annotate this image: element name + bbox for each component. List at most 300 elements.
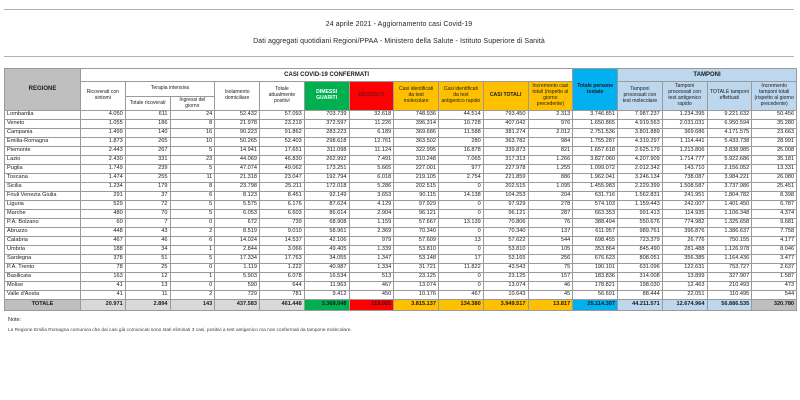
value-cell: 11.822 — [439, 264, 484, 273]
document-title-box — [4, 9, 794, 57]
value-cell: 96.121 — [394, 210, 439, 219]
value-cell: 23.125 — [394, 273, 439, 282]
value-cell: 140 — [125, 129, 170, 138]
value-cell: 388.494 — [573, 219, 618, 228]
value-cell: 886 — [528, 174, 573, 183]
value-cell: 0 — [439, 273, 484, 282]
value-cell: 1.334 — [349, 264, 394, 273]
value-cell: 13.899 — [662, 273, 707, 282]
value-cell: 13.817 — [528, 300, 573, 311]
value-cell: 76 — [528, 219, 573, 228]
value-cell: 23.798 — [215, 183, 260, 192]
value-cell: 72 — [125, 201, 170, 210]
value-cell: 183.836 — [573, 273, 618, 282]
value-cell: 23.663 — [752, 129, 797, 138]
value-cell: 0 — [170, 282, 215, 291]
value-cell: 25.211 — [260, 183, 305, 192]
header-band-casi-confermati: CASI COVID-19 CONFERMATI — [81, 69, 573, 82]
table-row — [5, 282, 797, 291]
value-cell: 739 — [260, 219, 305, 228]
value-cell: 448 — [81, 228, 126, 237]
value-cell: 369.686 — [662, 129, 707, 138]
value-cell: 57.667 — [394, 219, 439, 228]
value-cell: 513 — [349, 273, 394, 282]
value-cell: 1.095 — [528, 183, 573, 192]
value-cell: 314.008 — [618, 273, 663, 282]
value-cell: 467 — [439, 291, 484, 300]
value-cell: 3.815.137 — [394, 300, 439, 311]
value-cell: 5.922.686 — [707, 156, 752, 165]
value-cell: 984 — [528, 138, 573, 147]
value-cell: 372.597 — [304, 120, 349, 129]
value-cell: 4.374 — [752, 210, 797, 219]
value-cell: 13.331 — [752, 165, 797, 174]
value-cell: 3.066 — [260, 246, 305, 255]
value-cell: 2 — [170, 228, 215, 237]
value-cell: 179 — [125, 183, 170, 192]
region-name: Liguria — [5, 201, 81, 210]
value-cell: 13.074 — [483, 282, 528, 291]
value-cell: 53.165 — [483, 255, 528, 264]
value-cell: 192.794 — [304, 174, 349, 183]
value-cell: 322.995 — [394, 147, 439, 156]
header-band-tamponi: TAMPONI — [618, 69, 797, 82]
value-cell: 35.181 — [752, 156, 797, 165]
value-cell: 50.456 — [752, 111, 797, 120]
table-row — [5, 120, 797, 129]
value-cell: 58.961 — [304, 228, 349, 237]
value-cell: 12.761 — [349, 138, 394, 147]
value-cell: 2.844 — [215, 246, 260, 255]
value-cell: 676.623 — [573, 255, 618, 264]
value-cell: 1.234 — [81, 183, 126, 192]
value-cell: 57.093 — [260, 111, 305, 120]
region-name: Molise — [5, 282, 81, 291]
value-cell: 278 — [528, 201, 573, 210]
table-row — [5, 156, 797, 165]
value-cell: 219.105 — [394, 174, 439, 183]
value-cell: 221.859 — [483, 174, 528, 183]
value-cell: 16.878 — [439, 147, 484, 156]
value-cell: 2.894 — [125, 300, 170, 311]
value-cell: 44.514 — [439, 111, 484, 120]
value-cell: 87.624 — [304, 201, 349, 210]
table-header — [5, 69, 797, 111]
value-cell: 8.398 — [752, 192, 797, 201]
value-cell: 52.432 — [215, 111, 260, 120]
value-cell: 265 — [125, 138, 170, 147]
value-cell: 25.451 — [752, 183, 797, 192]
value-cell: 5.665 — [349, 165, 394, 174]
value-cell: 738.087 — [662, 174, 707, 183]
value-cell: 363.502 — [394, 138, 439, 147]
value-cell: 467 — [81, 237, 126, 246]
value-cell: 45 — [528, 291, 573, 300]
value-cell: 6.053 — [215, 210, 260, 219]
header-attualmente-positivi: Totale attualmente positivi — [260, 82, 305, 111]
value-cell: 979 — [349, 237, 394, 246]
value-cell: 0 — [439, 201, 484, 210]
value-cell: 68.908 — [304, 219, 349, 228]
value-cell: 25 — [125, 264, 170, 273]
value-cell: 631.716 — [573, 192, 618, 201]
header-isolamento: Isolamento domiciliare — [215, 82, 260, 111]
value-cell: 96.121 — [483, 210, 528, 219]
region-name: Umbria — [5, 246, 81, 255]
value-cell: 280 — [439, 138, 484, 147]
value-cell: 143 — [170, 300, 215, 311]
value-cell: 2.443 — [81, 147, 126, 156]
value-cell: 781 — [260, 291, 305, 300]
value-cell: 1.119 — [215, 264, 260, 273]
value-cell: 204 — [528, 192, 573, 201]
value-cell: 70.806 — [483, 219, 528, 228]
value-cell: 105 — [528, 246, 573, 255]
header-regione: REGIONE — [5, 69, 81, 111]
value-cell: 1.508.587 — [662, 183, 707, 192]
value-cell: 461.448 — [260, 300, 305, 311]
value-cell: 267 — [125, 147, 170, 156]
value-cell: 1.126.978 — [707, 246, 752, 255]
value-cell: 119.021 — [349, 300, 394, 311]
value-cell: 2.625.179 — [618, 147, 663, 156]
value-cell: 70 — [125, 210, 170, 219]
value-cell: 9.681 — [752, 219, 797, 228]
table-row — [5, 174, 797, 183]
value-cell: 41 — [81, 282, 126, 291]
value-cell: 239 — [125, 165, 170, 174]
value-cell: 729 — [215, 291, 260, 300]
value-cell: 86.614 — [304, 210, 349, 219]
value-cell: 110.495 — [707, 291, 752, 300]
table-row — [5, 201, 797, 210]
value-cell: 574.103 — [573, 201, 618, 210]
value-cell: 46 — [125, 237, 170, 246]
value-cell: 60 — [81, 219, 126, 228]
value-cell: 0 — [439, 183, 484, 192]
value-cell: 11 — [170, 174, 215, 183]
value-cell: 41 — [81, 291, 126, 300]
value-cell: 56.886.535 — [707, 300, 752, 311]
region-name: Valle d'Aosta — [5, 291, 81, 300]
value-cell: 34.055 — [304, 255, 349, 264]
header-ricoverati: Ricoverati con sintomi — [81, 82, 126, 111]
value-cell: 2.012 — [528, 129, 573, 138]
footnote-label: Note: — [8, 317, 22, 323]
value-cell: 1.347 — [349, 255, 394, 264]
value-cell: 845.490 — [618, 246, 663, 255]
value-cell: 11 — [125, 291, 170, 300]
value-cell: 92.149 — [304, 192, 349, 201]
value-cell: 1.499 — [81, 129, 126, 138]
value-cell: 9.010 — [260, 228, 305, 237]
region-name: Sicilia — [5, 183, 81, 192]
value-cell: 291 — [81, 192, 126, 201]
value-cell: 56.691 — [573, 291, 618, 300]
region-name: Emilia-Romagna — [5, 138, 81, 147]
value-cell: 21.318 — [215, 174, 260, 183]
value-cell: 26.776 — [662, 237, 707, 246]
value-cell: 663.353 — [573, 210, 618, 219]
header-persone-testate: Totale persone testate — [573, 69, 618, 111]
value-cell: 190.101 — [573, 264, 618, 273]
value-cell: 8.123 — [215, 192, 260, 201]
value-cell: 1.164.436 — [707, 255, 752, 264]
value-cell: 34 — [125, 246, 170, 255]
value-cell: 6.950.594 — [707, 120, 752, 129]
value-cell: 5 — [170, 255, 215, 264]
value-cell: 723.379 — [618, 237, 663, 246]
value-cell: 1.325.658 — [707, 219, 752, 228]
value-cell: 46 — [528, 282, 573, 291]
value-cell: 1.873 — [81, 138, 126, 147]
value-cell: 42.106 — [304, 237, 349, 246]
value-cell: 178.821 — [573, 282, 618, 291]
value-cell: 7 — [125, 219, 170, 228]
value-cell: 12.463 — [662, 282, 707, 291]
value-cell: 202.515 — [394, 183, 439, 192]
value-cell: 57.609 — [394, 237, 439, 246]
value-cell: 753.727 — [707, 264, 752, 273]
value-cell: 14.537 — [260, 237, 305, 246]
value-cell: 1.222 — [260, 264, 305, 273]
header-tamponi-molecolare: Tamponi processati con test molecolare — [618, 82, 663, 111]
value-cell: 6 — [170, 192, 215, 201]
value-cell: 5.903 — [215, 273, 260, 282]
value-cell: 35.280 — [752, 120, 797, 129]
value-cell: 3.827.060 — [573, 156, 618, 165]
value-cell: 9.412 — [304, 291, 349, 300]
value-cell: 75 — [528, 264, 573, 273]
value-cell: 122.631 — [662, 264, 707, 273]
region-name: Lazio — [5, 156, 81, 165]
region-name: P.A. Bolzano — [5, 219, 81, 228]
value-cell: 26.080 — [752, 174, 797, 183]
value-cell: 396.314 — [394, 120, 439, 129]
table-row — [5, 210, 797, 219]
value-cell: 7.987.237 — [618, 111, 663, 120]
value-cell: 977 — [439, 165, 484, 174]
value-cell: 47.074 — [215, 165, 260, 174]
header-ti-totale: Totale ricoverati — [125, 97, 170, 111]
value-cell: 5 — [170, 147, 215, 156]
value-cell: 6.078 — [260, 273, 305, 282]
value-cell: 46.830 — [260, 156, 305, 165]
value-cell: 52.403 — [260, 138, 305, 147]
region-name: TOTALE — [5, 300, 81, 311]
value-cell: 3.653 — [349, 192, 394, 201]
region-name: Abruzzo — [5, 228, 81, 237]
footnote-section — [8, 317, 788, 333]
table-row — [5, 138, 797, 147]
value-cell: 1.055 — [81, 120, 126, 129]
value-cell: 10 — [170, 138, 215, 147]
value-cell: 748.936 — [394, 111, 439, 120]
value-cell: 991.413 — [618, 210, 663, 219]
value-cell: 363.782 — [483, 138, 528, 147]
value-cell: 1.159 — [349, 219, 394, 228]
value-cell: 91.862 — [260, 129, 305, 138]
value-cell: 631.096 — [618, 264, 663, 273]
value-cell: 49.062 — [260, 165, 305, 174]
value-cell: 188 — [81, 246, 126, 255]
value-cell: 3.246.134 — [618, 174, 663, 183]
value-cell: 25.114.307 — [573, 300, 618, 311]
region-name: Sardegna — [5, 255, 81, 264]
value-cell: 298.618 — [304, 138, 349, 147]
region-name: Campania — [5, 129, 81, 138]
value-cell: 2.156.052 — [707, 165, 752, 174]
value-cell: 1.657.618 — [573, 147, 618, 156]
value-cell: 1.562.831 — [618, 192, 663, 201]
region-name: Veneto — [5, 120, 81, 129]
value-cell: 644 — [260, 282, 305, 291]
region-name: Basilicata — [5, 273, 81, 282]
value-cell: 11.124 — [349, 147, 394, 156]
value-cell: 378 — [81, 255, 126, 264]
value-cell: 13 — [439, 237, 484, 246]
value-cell: 2.313 — [528, 111, 573, 120]
value-cell: 9.221.632 — [707, 111, 752, 120]
value-cell: 14.024 — [215, 237, 260, 246]
value-cell: 114.935 — [662, 210, 707, 219]
table-row — [5, 183, 797, 192]
value-cell: 32.618 — [349, 111, 394, 120]
value-cell: 4.919.563 — [618, 120, 663, 129]
value-cell: 3.984.221 — [707, 174, 752, 183]
value-cell: 6.603 — [260, 210, 305, 219]
value-cell: 12.674.964 — [662, 300, 707, 311]
value-cell: 13.074 — [394, 282, 439, 291]
value-cell: 1 — [170, 246, 215, 255]
value-cell: 256 — [528, 255, 573, 264]
table-row — [5, 255, 797, 264]
value-cell: 672 — [215, 219, 260, 228]
table-row — [5, 165, 797, 174]
value-cell: 1.749 — [81, 165, 126, 174]
header-tamponi-totale: TOTALE tamponi effettuati — [707, 82, 752, 111]
value-cell: 2.012.342 — [618, 165, 663, 174]
table-row — [5, 111, 797, 120]
value-cell: 1.650.865 — [573, 120, 618, 129]
header-casi-molecolare: Casi identificati da test molecolare — [394, 82, 439, 111]
value-cell: 808.051 — [618, 255, 663, 264]
value-cell: 4.319.297 — [618, 138, 663, 147]
header-ti-ingressi: Ingressi del giorno — [170, 97, 215, 111]
value-cell: 1.255 — [528, 165, 573, 174]
value-cell: 10.728 — [439, 120, 484, 129]
value-cell: 90.223 — [215, 129, 260, 138]
value-cell: 1.401.450 — [707, 201, 752, 210]
value-cell: 3.801.889 — [618, 129, 663, 138]
value-cell: 0 — [170, 264, 215, 273]
value-cell: 3.737.986 — [707, 183, 752, 192]
value-cell: 172.018 — [304, 183, 349, 192]
header-dimessi-guariti: DIMESSI GUARITI — [304, 82, 349, 111]
value-cell: 241.951 — [662, 192, 707, 201]
value-cell: 1.099.072 — [573, 165, 618, 174]
value-cell: 2.904 — [349, 210, 394, 219]
value-cell: 339.873 — [483, 147, 528, 156]
value-cell: 5.433.738 — [707, 138, 752, 147]
value-cell: 3.838.985 — [707, 147, 752, 156]
value-cell: 262.992 — [304, 156, 349, 165]
value-cell: 1.386.637 — [707, 228, 752, 237]
region-name: Piemonte — [5, 147, 81, 156]
value-cell: 281.488 — [662, 246, 707, 255]
value-cell: 703.739 — [304, 111, 349, 120]
value-cell: 16.534 — [304, 273, 349, 282]
value-cell: 21.978 — [215, 120, 260, 129]
value-cell: 327.907 — [707, 273, 752, 282]
value-cell: 4.129 — [349, 201, 394, 210]
header-incremento-casi: Incremento casi totali (rispetto al giorno precedente) — [528, 82, 573, 111]
value-cell: 5 — [170, 165, 215, 174]
value-cell: 57.622 — [483, 237, 528, 246]
value-cell: 70.340 — [483, 228, 528, 237]
table-row — [5, 219, 797, 228]
value-cell: 8.451 — [260, 192, 305, 201]
value-cell: 22.051 — [662, 291, 707, 300]
value-cell: 1.213.806 — [662, 147, 707, 156]
value-cell: 134.380 — [439, 300, 484, 311]
value-cell: 7.065 — [439, 156, 484, 165]
table-row — [5, 129, 797, 138]
value-cell: 473 — [752, 282, 797, 291]
value-cell: 4.171.575 — [707, 129, 752, 138]
header-terapia-intensiva: Terapia intensiva — [125, 82, 215, 97]
value-cell: 198.030 — [618, 282, 663, 291]
value-cell: 37 — [125, 192, 170, 201]
value-cell: 10.176 — [394, 291, 439, 300]
value-cell: 25.008 — [752, 147, 797, 156]
value-cell: 2.637 — [752, 264, 797, 273]
region-name: Toscana — [5, 174, 81, 183]
value-cell: 396.876 — [662, 228, 707, 237]
value-cell: 1.804.782 — [707, 192, 752, 201]
value-cell: 20.971 — [81, 300, 126, 311]
value-cell: 227.001 — [394, 165, 439, 174]
value-cell: 44.069 — [215, 156, 260, 165]
table-row — [5, 237, 797, 246]
value-cell: 1.106.348 — [707, 210, 752, 219]
value-cell: 750.155 — [707, 237, 752, 246]
value-cell: 53.810 — [483, 246, 528, 255]
value-cell: 88.444 — [618, 291, 663, 300]
value-cell: 2.754 — [439, 174, 484, 183]
value-cell: 13 — [125, 282, 170, 291]
value-cell: 17.334 — [215, 255, 260, 264]
value-cell: 11.588 — [439, 129, 484, 138]
value-cell: 320.780 — [752, 300, 797, 311]
value-cell: 255 — [125, 174, 170, 183]
value-cell: 7.491 — [349, 156, 394, 165]
value-cell: 10.643 — [483, 291, 528, 300]
value-cell: 4.207.909 — [618, 156, 663, 165]
value-cell: 53.810 — [394, 246, 439, 255]
value-cell: 50.265 — [215, 138, 260, 147]
value-cell: 1.339 — [349, 246, 394, 255]
value-cell: 544 — [528, 237, 573, 246]
value-cell: 544 — [752, 291, 797, 300]
value-cell: 49.405 — [304, 246, 349, 255]
value-cell: 3.477 — [752, 255, 797, 264]
value-cell: 78 — [81, 264, 126, 273]
value-cell: 450 — [349, 291, 394, 300]
value-cell: 8 — [170, 120, 215, 129]
value-cell: 17.763 — [260, 255, 305, 264]
value-cell: 5 — [170, 210, 215, 219]
